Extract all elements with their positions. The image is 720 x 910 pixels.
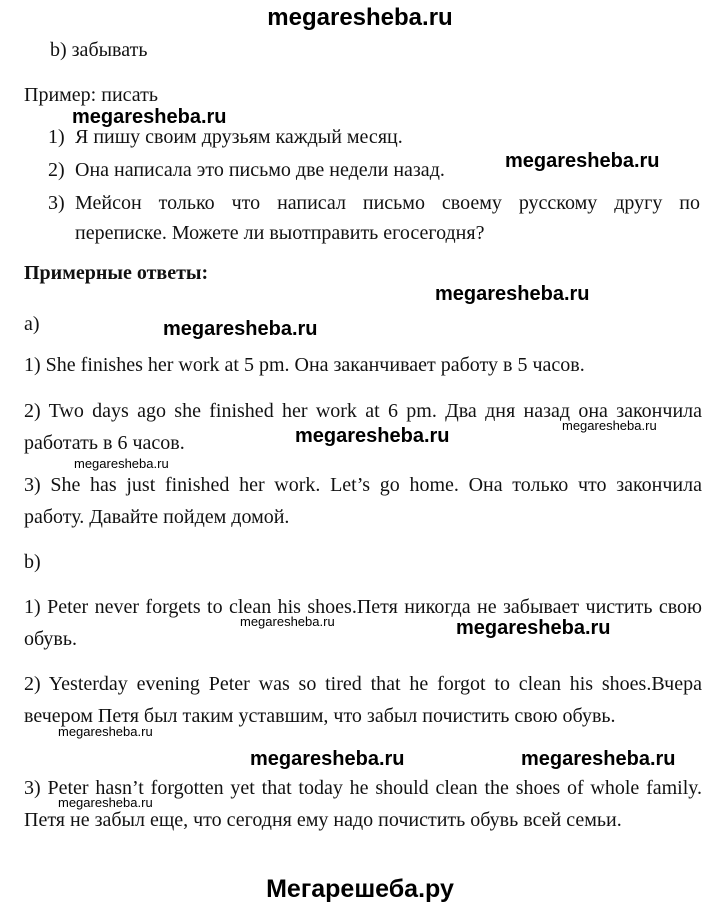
example-item (48, 188, 700, 248)
example-item-text: Она написала это письмо две недели назад. (75, 159, 445, 181)
watermark-inline-small: megaresheba.ru (58, 724, 153, 739)
watermark-inline-small: megaresheba.ru (58, 795, 153, 810)
watermark-inline-small: megaresheba.ru (562, 418, 657, 433)
answer-a-3: 3) She has just finished her work. Let’s go home. Она только что закончила работу. Давайте пойдем домой. (24, 474, 702, 528)
answer-a-2: 2) Two days ago she finished her work at 6 pm. Два дня назад она закончила работать в 6 часов. (24, 400, 702, 454)
watermark-inline: megaresheba.ru (72, 106, 227, 128)
section-a-label: а) (24, 313, 40, 335)
watermark-inline: megaresheba.ru (295, 425, 450, 447)
section-b-label: b) (24, 551, 41, 573)
answer-a-1: 1) She finishes her work at 5 pm. Она заканчивает работу в 5 часов. (24, 354, 585, 376)
example-item-number: 2) (48, 159, 65, 181)
watermark-inline: megaresheba.ru (163, 318, 318, 340)
example-list (48, 122, 700, 248)
example-item-number: 3) (48, 192, 65, 214)
example-item-text: Мейсон только что написал письмо своему русскому другу по переписке. Можете ли выотправить егосегодня? (75, 192, 700, 244)
answers-heading: Примерные ответы: (24, 262, 209, 284)
answer-b-3: 3) Peter hasn’t forgotten yet that today he should clean the shoes of whole family. Петя не забыл еще, что сегодня ему надо почистить обувь всей семьи. (24, 777, 702, 831)
header-watermark: megaresheba.ru (267, 4, 453, 31)
watermark-inline: megaresheba.ru (435, 283, 590, 305)
watermark-inline-small: megaresheba.ru (74, 456, 169, 471)
answer-b-1: 1) Peter never forgets to clean his shoes.Петя никогда не забывает чистить свою обувь. (24, 596, 702, 650)
watermark-inline: megaresheba.ru (250, 748, 405, 770)
task-b-label: b) забывать (50, 39, 148, 61)
example-label: Пример: писать (24, 84, 158, 106)
watermark-inline: megaresheba.ru (521, 748, 676, 770)
watermark-inline: megaresheba.ru (505, 150, 660, 172)
watermark-inline-small: megaresheba.ru (240, 614, 335, 629)
example-item-text: Я пишу своим друзьям каждый месяц. (75, 126, 403, 148)
example-item-number: 1) (48, 126, 65, 148)
watermark-inline: megaresheba.ru (456, 617, 611, 639)
footer-watermark: Мегарешеба.ру (266, 875, 454, 903)
answer-b-2: 2) Yesterday evening Peter was so tired that he forgot to clean his shoes.Вчера вечером Петя был таким уставшим, что забыл почистить свою обувь. (24, 673, 702, 727)
